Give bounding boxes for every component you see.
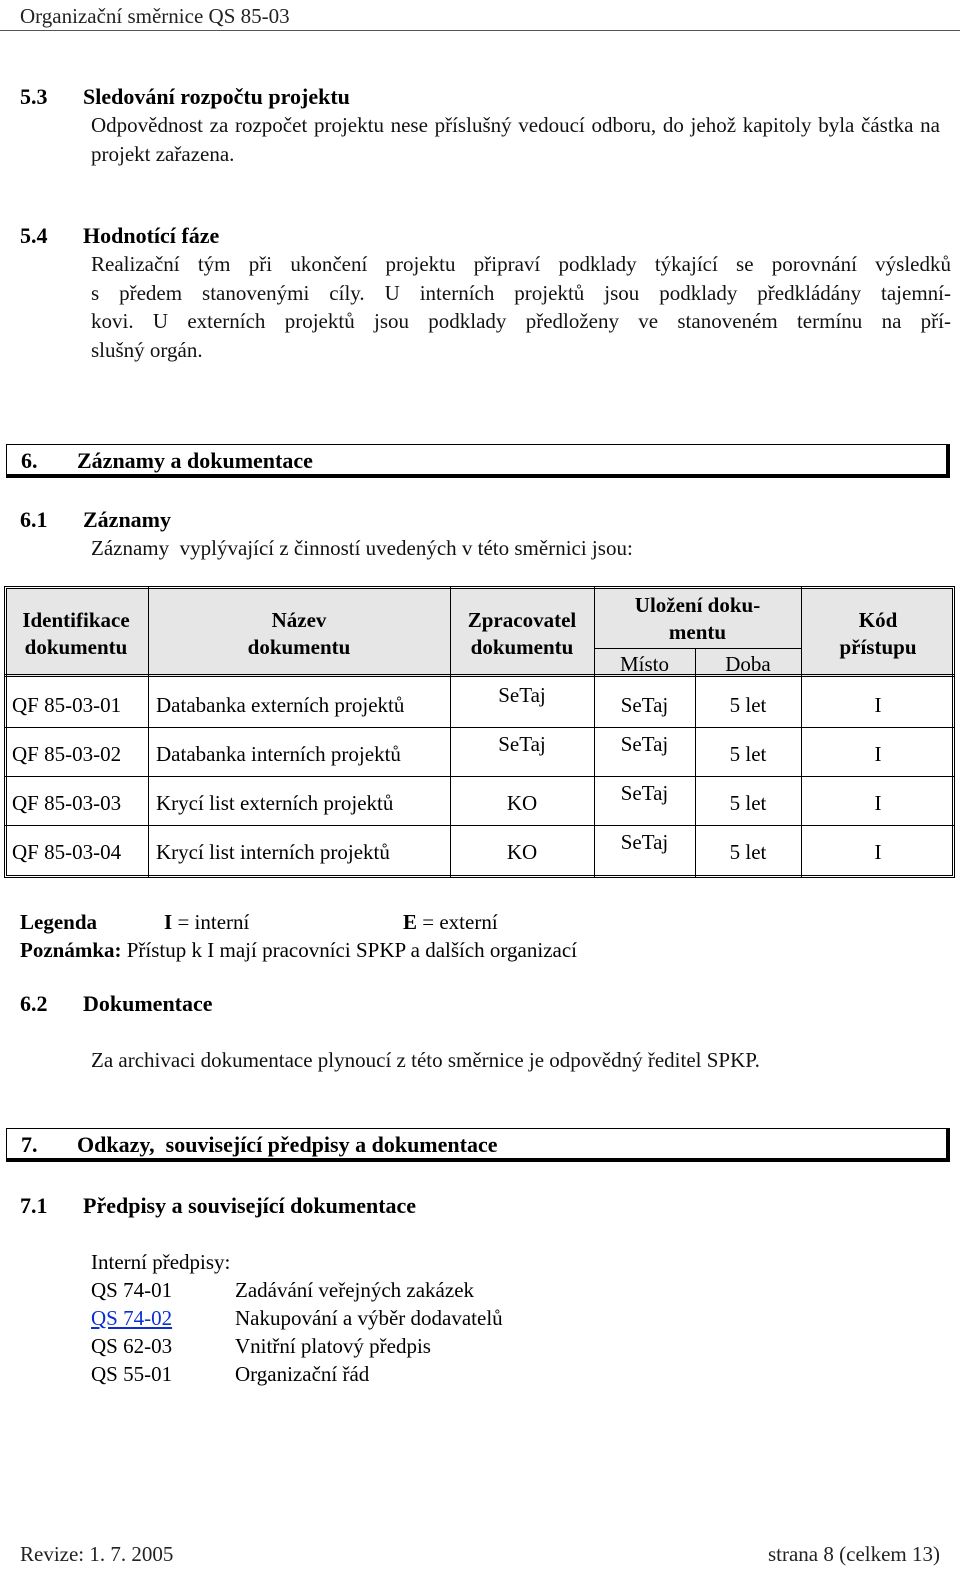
- reference-code: QS 74-01: [91, 1278, 173, 1302]
- legend-external-key: E: [403, 910, 418, 934]
- section-5-3-number: 5.3: [20, 84, 48, 109]
- reference-code: QS 55-01: [91, 1362, 173, 1386]
- records-table: [4, 586, 955, 878]
- table-cell-period: 5 let: [729, 742, 767, 766]
- table-cell-place: SeTaj: [620, 830, 669, 854]
- section-7-1-number: 7.1: [20, 1193, 48, 1218]
- reference-row: [91, 1304, 503, 1332]
- section-6-number: 6.: [21, 448, 38, 473]
- section-5-4-line: Realizační tým při ukončení projektu připraví podklady týkající se porovnání výsledků: [91, 252, 951, 276]
- section-6-1-number: 6.1: [20, 507, 48, 532]
- section-7-heading-bar: [6, 1128, 950, 1162]
- header-processor: [450, 607, 594, 661]
- section-5-4-line: kovi. U externích projektů jsou podklady předloženy ve stanoveném termínu na pří-: [91, 309, 951, 333]
- section-6-title: Záznamy a dokumentace: [77, 448, 313, 473]
- table-cell-id: QF 85-03-01: [12, 693, 122, 717]
- note-line: [20, 936, 577, 964]
- legend-internal: [164, 908, 249, 936]
- section-7-1-title: Předpisy a související dokumentace: [83, 1193, 417, 1218]
- table-cell-place: SeTaj: [620, 781, 669, 805]
- table-cell-name: Databanka externích projektů: [156, 693, 405, 717]
- note-label: Poznámka:: [20, 938, 122, 962]
- header-storage: [594, 592, 801, 646]
- legend-line: [20, 908, 97, 936]
- table-cell-access: I: [874, 791, 882, 815]
- internal-regulations-intro: Interní předpisy:: [91, 1250, 231, 1274]
- document-header: Organizační směrnice QS 85-03: [20, 4, 290, 28]
- legend-external: [403, 908, 498, 936]
- table-cell-name: Krycí list interních projektů: [156, 840, 390, 864]
- section-7-number: 7.: [21, 1132, 38, 1157]
- header-identification-line: dokumentu: [24, 635, 128, 659]
- reference-link[interactable]: QS 74-02: [91, 1306, 173, 1330]
- section-6-1-text: Záznamy vyplývající z činností uvedených v této směrnici jsou:: [91, 536, 633, 560]
- legend-internal-value: = interní: [177, 910, 250, 934]
- section-6-heading-bar: [6, 444, 950, 478]
- header-name: [148, 607, 450, 661]
- table-cell-processor: SeTaj: [498, 683, 546, 707]
- table-cell-access: I: [874, 693, 882, 717]
- legend-external-value: = externí: [422, 910, 498, 934]
- reference-code: QS 62-03: [91, 1334, 173, 1358]
- section-7-title: Odkazy, související předpisy a dokumentace: [77, 1132, 498, 1157]
- header-place: Místo: [619, 652, 669, 676]
- table-cell-place: SeTaj: [620, 693, 669, 717]
- table-row-divider: [4, 825, 955, 826]
- reference-title: Nakupování a výběr dodavatelů: [235, 1306, 503, 1330]
- section-6-2-number: 6.2: [20, 991, 48, 1016]
- table-row-divider: [4, 776, 955, 777]
- table-cell-place: SeTaj: [620, 732, 669, 756]
- header-access-code: [801, 607, 955, 661]
- table-subheader-divider: [594, 648, 801, 649]
- section-5-4-text: [91, 250, 951, 364]
- header-rule: [0, 30, 960, 31]
- section-5-3-title: Sledování rozpočtu projektu: [83, 84, 350, 109]
- header-identification-line: Identifikace: [22, 608, 130, 632]
- table-cell-id: QF 85-03-04: [12, 840, 122, 864]
- table-cell-period: 5 let: [729, 840, 767, 864]
- footer-revision: Revize: 1. 7. 2005: [20, 1542, 174, 1566]
- table-header-divider: [4, 674, 955, 677]
- header-access-line: přístupu: [839, 635, 917, 659]
- table-cell-access: I: [874, 840, 882, 864]
- legend-label: Legenda: [20, 910, 98, 934]
- reference-row: [91, 1276, 474, 1304]
- table-cell-processor: KO: [506, 840, 538, 864]
- section-6-2-title: Dokumentace: [83, 991, 213, 1016]
- section-5-4-line: s předem stanovenými cíly. U interních projektů jsou podklady předkládány tajemní-: [91, 280, 951, 305]
- section-5-4-title: Hodnotící fáze: [83, 223, 220, 248]
- table-cell-access: I: [874, 742, 882, 766]
- table-cell-period: 5 let: [729, 693, 767, 717]
- table-row-divider: [4, 727, 955, 728]
- table-cell-name: Databanka interních projektů: [156, 742, 401, 766]
- header-name-line: Název: [271, 608, 327, 632]
- footer-page-number: strana 8 (celkem 13): [767, 1542, 940, 1566]
- section-6-2-text: Za archivaci dokumentace plynoucí z této směrnice je odpovědný ředitel SPKP.: [91, 1048, 760, 1072]
- note-text: Přístup k I mají pracovníci SPKP a dalších organizací: [126, 938, 577, 962]
- table-cell-name: Krycí list externích projektů: [156, 791, 394, 815]
- table-cell-period: 5 let: [729, 791, 767, 815]
- table-cell-id: QF 85-03-03: [12, 791, 122, 815]
- table-cell-id: QF 85-03-02: [12, 742, 122, 766]
- header-period: Doba: [725, 652, 771, 676]
- reference-row: [91, 1332, 431, 1360]
- table-cell-processor: SeTaj: [498, 732, 546, 756]
- header-storage-line: mentu: [668, 620, 727, 644]
- section-5-4-number: 5.4: [20, 223, 48, 248]
- reference-row: [91, 1360, 369, 1388]
- header-identification: [4, 607, 148, 661]
- reference-title: Zadávání veřejných zakázek: [235, 1278, 475, 1302]
- header-name-line: dokumentu: [247, 635, 351, 659]
- header-processor-line: Zpracovatel: [467, 608, 577, 632]
- section-5-3-text: Odpovědnost za rozpočet projektu nese příslušný vedoucí odboru, do jehož kapitoly byla částka na projekt zařazena.: [91, 113, 940, 166]
- legend-internal-key: I: [164, 910, 173, 934]
- section-6-1-title: Záznamy: [83, 507, 171, 532]
- table-cell-processor: KO: [506, 791, 538, 815]
- header-storage-line: Uložení doku-: [634, 593, 761, 617]
- reference-title: Vnitřní platový předpis: [235, 1334, 431, 1358]
- reference-title: Organizační řád: [235, 1362, 370, 1386]
- header-processor-line: dokumentu: [470, 635, 574, 659]
- section-5-4-line: slušný orgán.: [91, 337, 203, 362]
- header-access-line: Kód: [858, 608, 898, 632]
- reference-code: [91, 1304, 235, 1332]
